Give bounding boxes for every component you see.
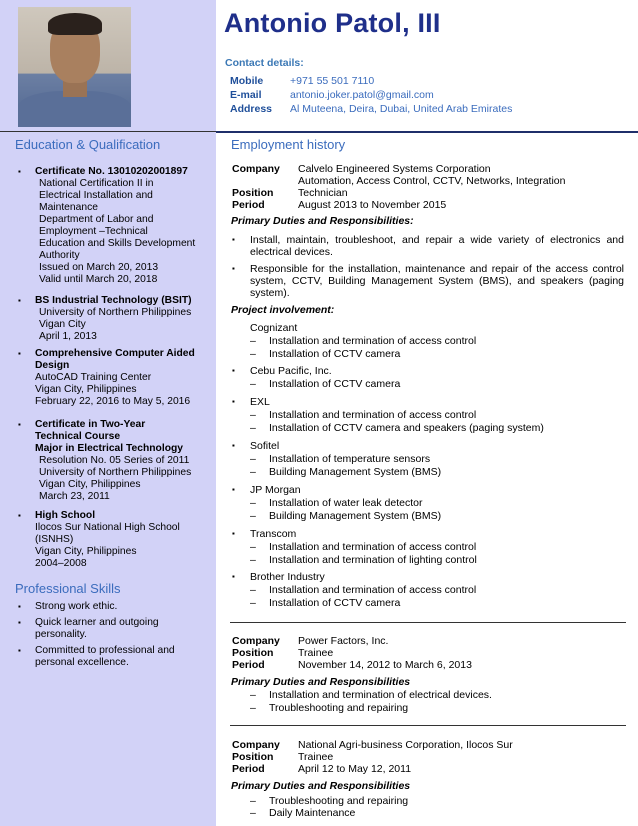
profile-photo <box>18 7 131 127</box>
position-label: Position <box>232 647 274 659</box>
contact-label: Contact details: <box>225 57 304 69</box>
task-text: Installation of CCTV camera and speakers (paging system) <box>269 421 544 434</box>
education-detail: Authority <box>39 250 80 261</box>
education-title: Comprehensive Computer Aided <box>35 348 195 359</box>
project-name: EXL <box>250 396 270 408</box>
bullet-icon: ▪ <box>18 618 21 627</box>
skill-text: Quick learner and outgoing <box>35 617 159 628</box>
education-detail: University of Northern Philippines <box>39 467 192 478</box>
education-detail: 2004–2008 <box>35 558 87 569</box>
position-value: Technician <box>298 187 348 199</box>
position-value: Trainee <box>298 647 334 659</box>
company-name: National Agri-business Corporation, Ilocos Sur <box>298 739 513 751</box>
education-title: Major in Electrical Technology <box>35 443 184 454</box>
task-text: Troubleshooting and repairing <box>269 795 409 807</box>
company-label: Company <box>232 635 280 647</box>
education-heading: Education & Qualification <box>15 137 161 152</box>
position-value: Trainee <box>298 751 334 763</box>
company-name: Calvelo Engineered Systems Corporation <box>298 163 491 175</box>
candidate-name: Antonio Patol, III <box>224 8 441 38</box>
job1-projects-heading: Project involvement: <box>231 304 335 316</box>
period-label: Period <box>232 763 265 775</box>
position-label: Position <box>232 187 274 199</box>
education-detail: National Certification II in <box>39 178 154 189</box>
education-item <box>18 419 210 503</box>
skill-text: personality. <box>35 629 87 640</box>
task-text: Installation and termination of electrical devices. <box>269 689 492 701</box>
project-item <box>232 571 325 584</box>
education-detail: Ilocos Sur National High School <box>35 522 180 533</box>
bullet-icon: ▪ <box>232 485 235 494</box>
education-title: Certificate No. 13010202001897 <box>35 166 188 177</box>
period-value: April 12 to May 12, 2011 <box>298 763 412 775</box>
project-name: Brother Industry <box>250 571 325 583</box>
job2-duties-heading: Primary Duties and Responsibilities <box>231 676 411 688</box>
contact-key: Mobile <box>230 75 264 87</box>
contact-key: Address <box>230 103 273 115</box>
task-text: Installation of temperature sensors <box>269 453 431 465</box>
bullet-icon: ▪ <box>232 397 235 406</box>
task-text: Installation of CCTV camera <box>269 596 401 609</box>
employment-heading: Employment history <box>231 137 346 152</box>
bullet-icon: ▪ <box>18 167 21 176</box>
education-detail: Vigan City, Philippines <box>39 479 141 490</box>
bullet-icon: ▪ <box>232 441 235 450</box>
education-title: Technical Course <box>35 431 121 442</box>
project-item <box>232 396 270 409</box>
skill-item <box>18 617 210 641</box>
job3-duties-heading: Primary Duties and Responsibilities <box>231 780 411 792</box>
task-text: Installation and termination of access control <box>269 409 477 421</box>
education-detail: Issued on March 20, 2013 <box>39 262 159 273</box>
education-detail: Department of Labor and <box>39 214 154 225</box>
contact-value: +971 55 501 7110 <box>290 75 375 87</box>
sidebar <box>0 0 216 826</box>
contact-value: Al Muteena, Deira, Dubai, United Arab Emirates <box>290 103 513 115</box>
skill-item <box>18 645 210 669</box>
project-name: Cognizant <box>250 322 298 334</box>
task-text: Daily Maintenance <box>269 807 356 819</box>
skill-item <box>18 601 210 613</box>
education-detail: (ISNHS) <box>35 534 74 545</box>
education-item <box>18 510 210 570</box>
education-item <box>18 166 210 286</box>
project-item <box>232 365 332 378</box>
education-detail: AutoCAD Training Center <box>35 372 152 383</box>
company-label: Company <box>232 163 280 175</box>
contact-key: E-mail <box>230 89 262 101</box>
education-title: Design <box>35 360 70 371</box>
education-detail: Vigan City, Philippines <box>35 384 137 395</box>
education-item <box>18 295 210 343</box>
task-text: Installation and termination of access control <box>269 335 477 347</box>
education-detail: Education and Skills Development <box>39 238 196 249</box>
period-value: August 2013 to November 2015 <box>298 199 447 211</box>
bullet-icon: ▪ <box>232 529 235 538</box>
project-name: Cebu Pacific, Inc. <box>250 365 332 377</box>
duty-text: Install, maintain, troubleshoot, and repair a wide variety of electronics and electrical devices. <box>250 234 624 258</box>
task-text: Troubleshooting and repairing <box>269 702 409 714</box>
education-detail: Resolution No. 05 Series of 2011 <box>39 455 190 466</box>
education-title: High School <box>35 510 96 521</box>
job1-duty-item: ▪ Install, maintain, troubleshoot, and repair a wide variety of electronics and electrical devices. <box>232 234 624 258</box>
education-item <box>18 348 210 408</box>
education-detail: Vigan City, Philippines <box>35 546 137 557</box>
bullet-icon: ▪ <box>18 420 21 429</box>
education-detail: March 23, 2011 <box>39 491 110 502</box>
job1-duty-item: ▪ Responsible for the installation, maintenance and repair of the access control system, CCTV, Building Management System (BMS), and speakers (paging system). <box>232 263 624 299</box>
period-label: Period <box>232 659 265 671</box>
project-item <box>232 484 301 497</box>
bullet-icon: ▪ <box>232 572 235 581</box>
education-detail: University of Northern Philippines <box>39 307 192 318</box>
bullet-icon: ▪ <box>18 296 21 305</box>
project-item <box>232 322 297 335</box>
company-name: Power Factors, Inc. <box>298 635 389 647</box>
task-text: Building Management System (BMS) <box>269 465 442 478</box>
task-text: Installation and termination of lighting control <box>269 553 477 566</box>
skill-text: Committed to professional and <box>35 645 175 656</box>
education-detail: Electrical Installation and <box>39 190 153 201</box>
education-title: BS Industrial Technology (BSIT) <box>35 295 192 306</box>
education-detail: Employment –Technical <box>39 226 148 237</box>
bullet-icon: ▪ <box>232 366 235 375</box>
period-label: Period <box>232 199 265 211</box>
project-name: Transcom <box>250 528 297 540</box>
education-detail: Maintenance <box>39 202 98 213</box>
company-description: Automation, Access Control, CCTV, Networks, Integration <box>298 175 566 187</box>
position-label: Position <box>232 751 274 763</box>
skill-text: personal excellence. <box>35 657 129 668</box>
bullet-icon: ▪ <box>18 511 21 520</box>
education-detail: February 22, 2016 to May 5, 2016 <box>35 396 191 407</box>
skills-heading: Professional Skills <box>15 581 121 596</box>
task-text: Installation of CCTV camera <box>269 347 401 360</box>
task-text: Installation of CCTV camera <box>269 378 401 390</box>
education-detail: Valid until March 20, 2018 <box>39 274 158 285</box>
skill-text: Strong work ethic. <box>35 601 118 612</box>
header-divider <box>216 131 638 133</box>
task-text: Building Management System (BMS) <box>269 509 442 522</box>
bullet-icon: ▪ <box>18 349 21 358</box>
project-item <box>232 440 279 453</box>
bullet-icon: ▪ <box>18 602 21 611</box>
education-title: Certificate in Two-Year <box>35 419 146 430</box>
task-text: Installation of water leak detector <box>269 497 423 509</box>
project-name: Sofitel <box>250 440 280 452</box>
duty-text: Responsible for the installation, maintenance and repair of the access control system, CCTV, Building Management System (BMS), and speakers (paging system). <box>250 263 624 299</box>
job1-duties-heading: Primary Duties and Responsibilities: <box>231 215 414 227</box>
company-label: Company <box>232 739 280 751</box>
project-item <box>232 528 296 541</box>
education-detail: April 1, 2013 <box>39 331 97 342</box>
task-text: Installation and termination of access control <box>269 541 477 553</box>
job-separator <box>230 725 626 726</box>
bullet-icon: ▪ <box>18 646 21 655</box>
task-text: Installation and termination of access control <box>269 584 477 596</box>
project-name: JP Morgan <box>250 484 301 496</box>
education-detail: Vigan City <box>39 319 86 330</box>
job-separator <box>230 622 626 623</box>
email-link[interactable]: antonio.joker.patol@gmail.com <box>290 89 434 101</box>
sidebar-divider <box>0 131 216 132</box>
period-value: November 14, 2012 to March 6, 2013 <box>298 659 472 671</box>
